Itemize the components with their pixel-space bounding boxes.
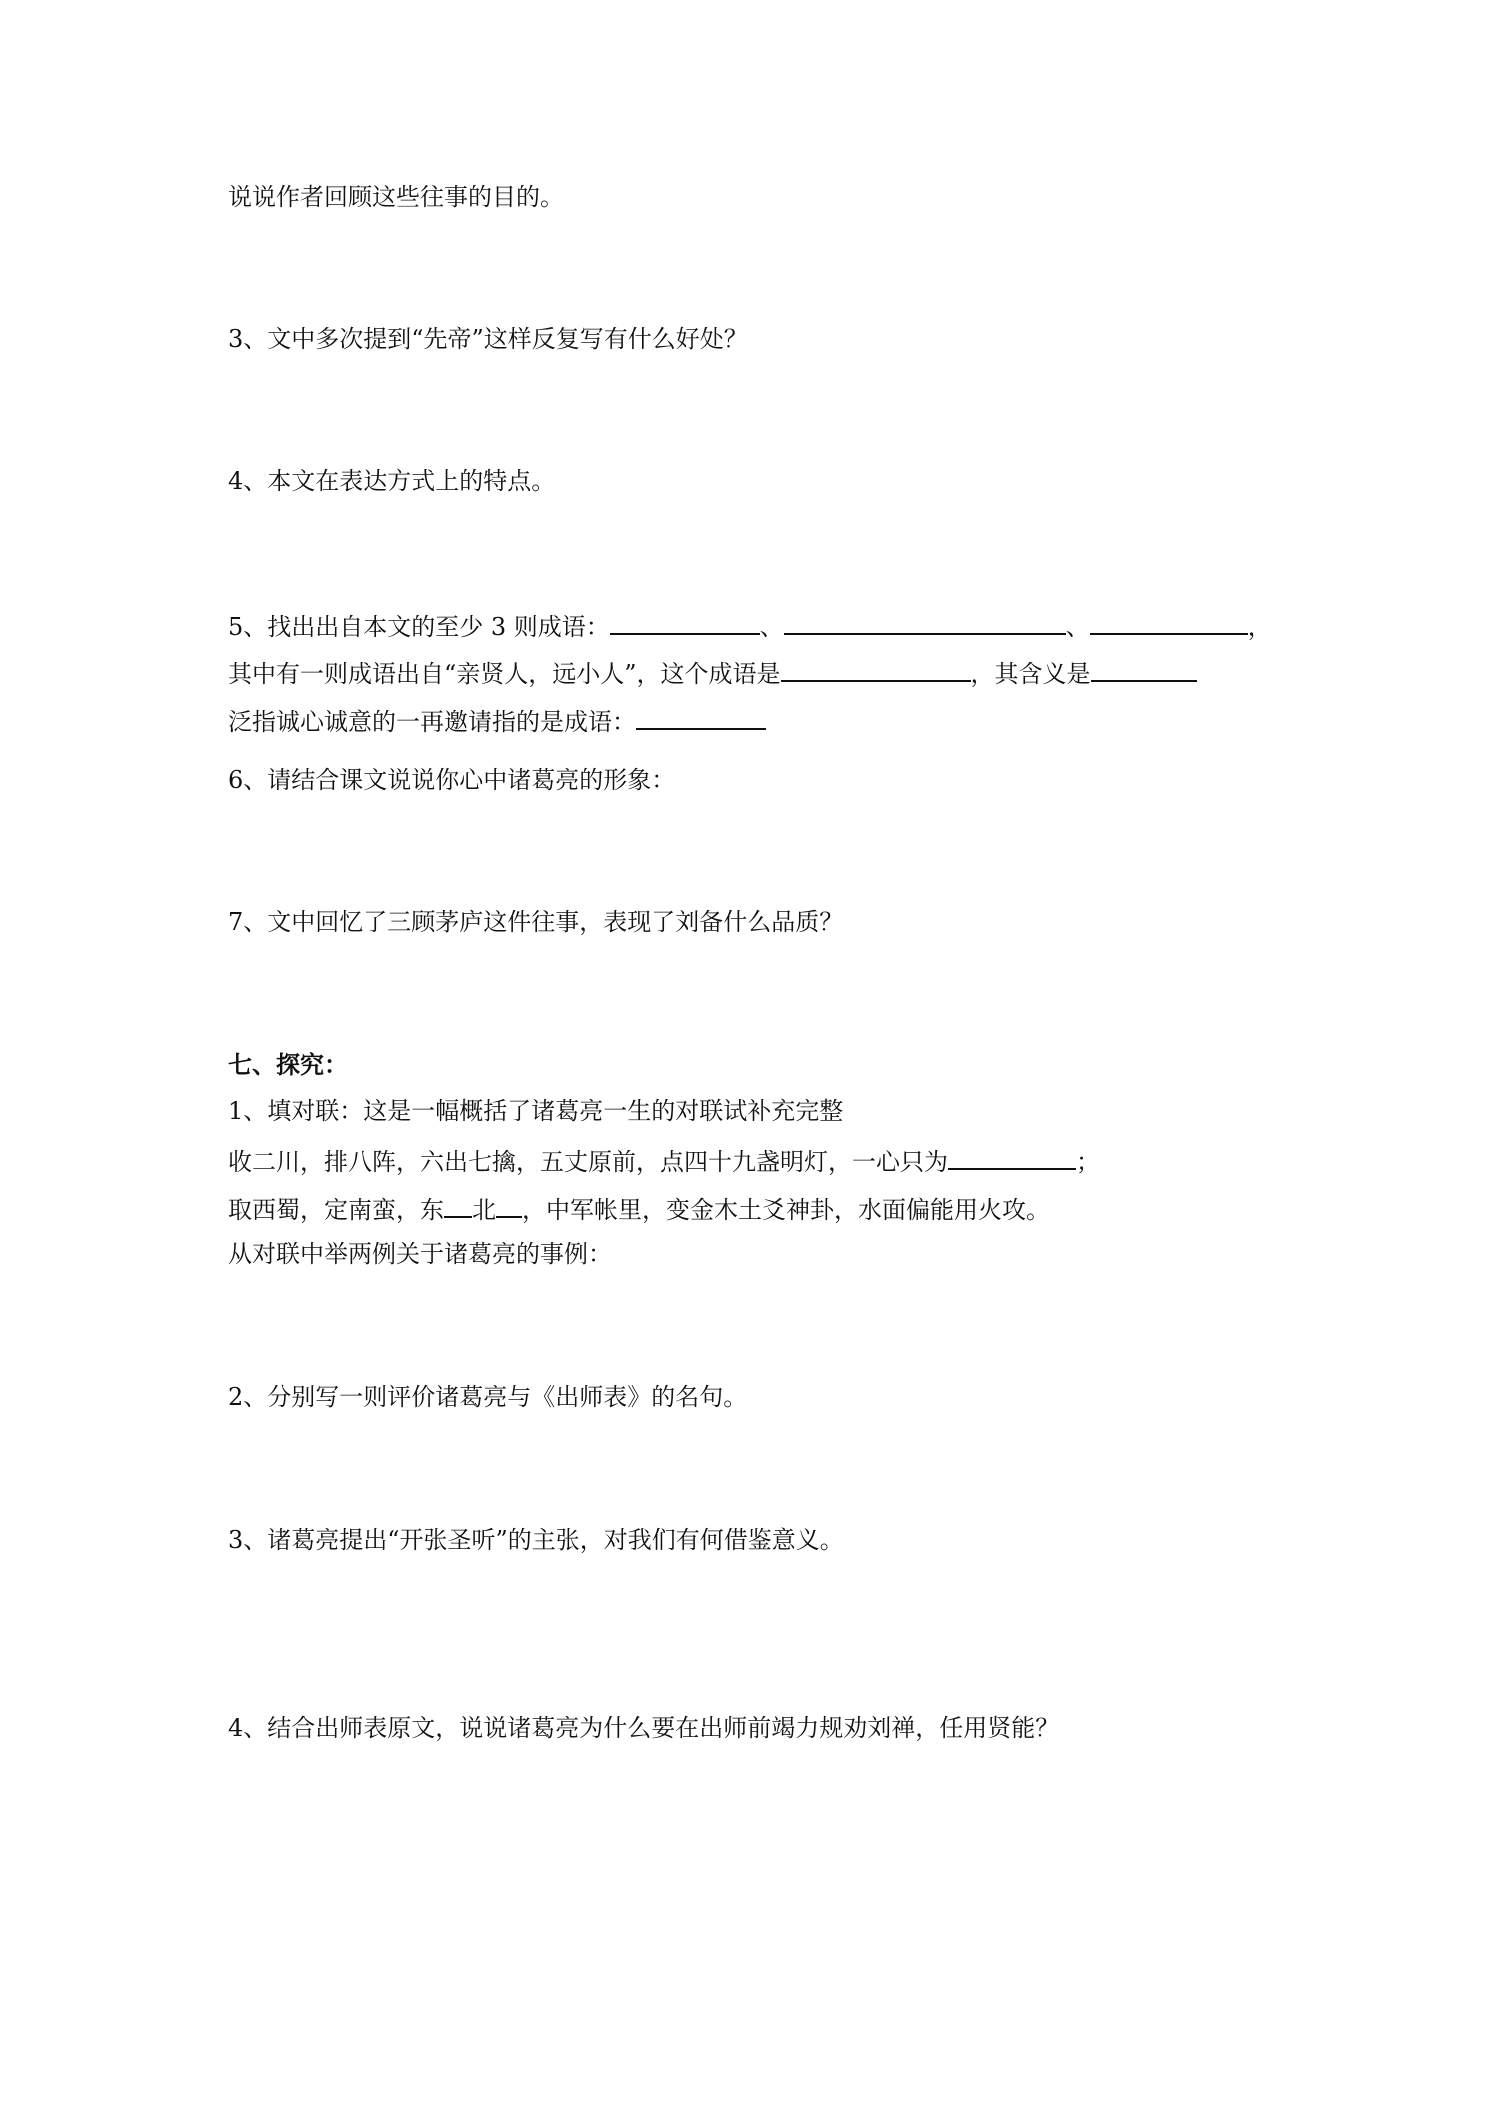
question-5-line-1: [228, 609, 1272, 642]
section-title-explore: 七、探究：: [228, 1051, 348, 1079]
explore-question-1-examples: 从对联中举两例关于诸葛亮的事例：: [228, 1240, 612, 1268]
question-5-prefix: 5、找出出自本文的至少 3 则成语：: [228, 613, 610, 641]
question-4: 4、本文在表达方式上的特点。: [228, 467, 556, 495]
answer-blank-idiom-3[interactable]: [1090, 609, 1248, 635]
question-3: 3、文中多次提到“先帝”这样反复写有什么好处？: [228, 325, 748, 353]
couplet-2-text-b: 北: [472, 1196, 496, 1224]
couplet-2-text-c: ，中军帐里，变金木土爻神卦，水面偏能用火攻。: [522, 1196, 1050, 1224]
question-5-sub-mid: ，其含义是: [970, 660, 1091, 688]
question-5-sub-prefix: 其中有一则成语出自“亲贤人，远小人”，这个成语是: [228, 660, 781, 688]
separator: 、: [1065, 613, 1090, 641]
answer-blank-couplet-east[interactable]: [444, 1192, 472, 1218]
question-6: 6、请结合课文说说你心中诸葛亮的形象：: [228, 766, 676, 794]
answer-blank-couplet-north[interactable]: [496, 1192, 522, 1218]
explore-question-1: 1、填对联：这是一幅概括了诸葛亮一生的对联试补充完整: [228, 1097, 844, 1125]
question-5-line-3: [228, 704, 766, 737]
answer-blank-idiom-2[interactable]: [784, 609, 1066, 635]
answer-blank-couplet-1[interactable]: [948, 1144, 1076, 1170]
answer-blank-idiom-invite[interactable]: [636, 704, 766, 730]
answer-blank-idiom-meaning[interactable]: [1091, 656, 1197, 682]
answer-blank-idiom-name[interactable]: [781, 656, 971, 682]
line-end-punctuation: ，: [1247, 613, 1272, 641]
couplet-line-1: [228, 1144, 1100, 1177]
explore-question-4: 4、结合出师表原文，说说诸葛亮为什么要在出师前竭力规劝刘禅，任用贤能？: [228, 1714, 1060, 1742]
text-line-purpose: 说说作者回顾这些往事的目的。: [228, 183, 564, 211]
question-5-third-prefix: 泛指诚心诚意的一再邀请指的是成语：: [228, 708, 636, 736]
question-5-line-2: [228, 656, 1197, 689]
couplet-2-text-a: 取西蜀，定南蛮，东: [228, 1196, 444, 1224]
answer-blank-idiom-1[interactable]: [610, 609, 760, 635]
explore-question-3: 3、诸葛亮提出“开张圣听”的主张，对我们有何借鉴意义。: [228, 1526, 844, 1554]
explore-question-2: 2、分别写一则评价诸葛亮与《出师表》的名句。: [228, 1383, 748, 1411]
couplet-1-text: 收二川，排八阵，六出七擒，五丈原前，点四十九盏明灯，一心只为: [228, 1148, 948, 1176]
question-7: 7、文中回忆了三顾茅庐这件往事，表现了刘备什么品质？: [228, 908, 844, 936]
couplet-line-2: [228, 1192, 1050, 1225]
couplet-1-end: ；: [1076, 1148, 1100, 1176]
separator: 、: [759, 613, 784, 641]
